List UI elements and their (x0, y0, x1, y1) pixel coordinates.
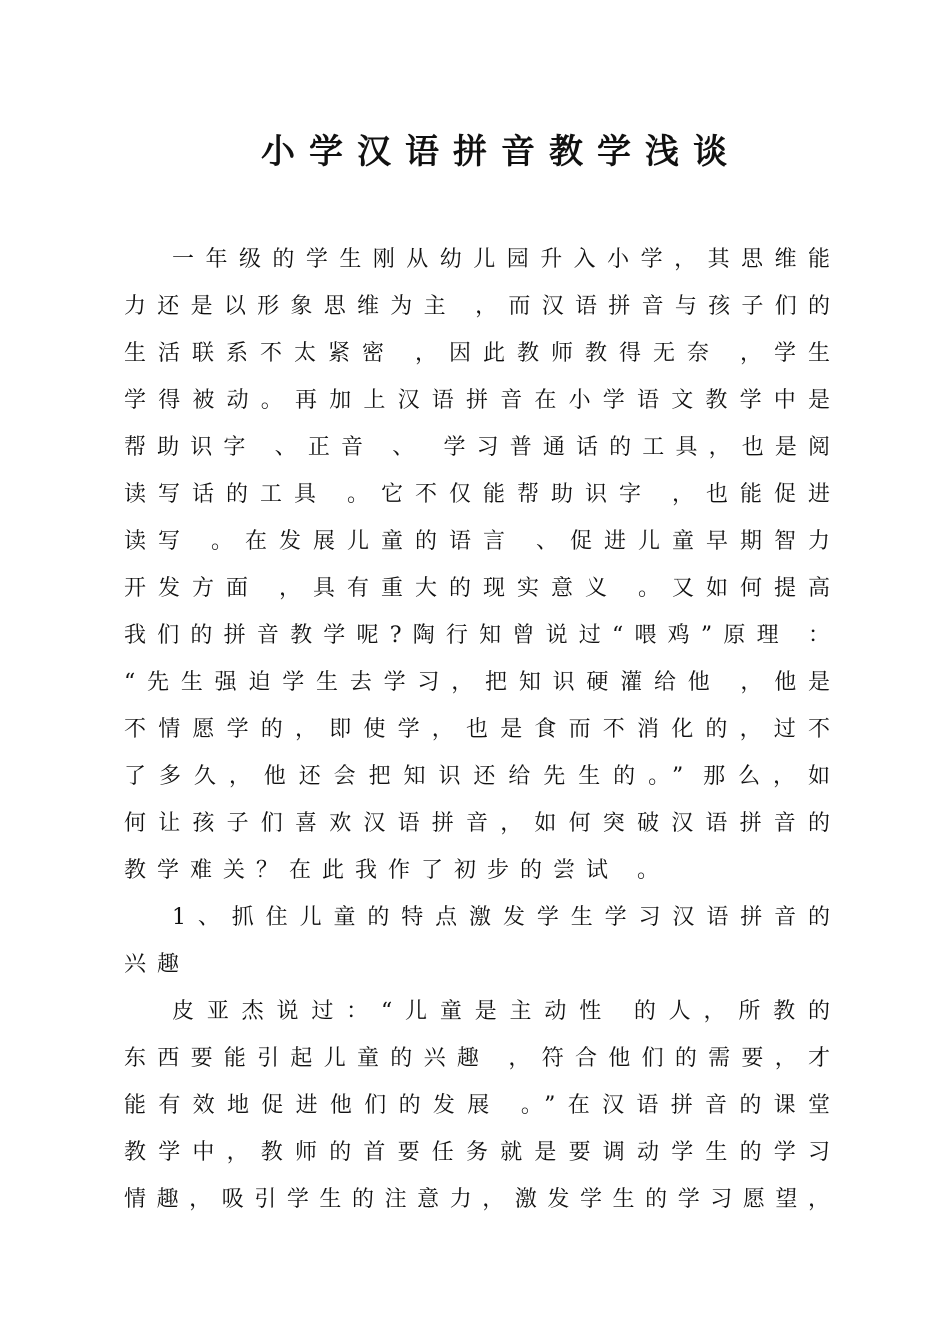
text-line: 一年级的学生刚从幼儿园升入小学，其思维能 (172, 247, 830, 272)
text-line: 开发方面 ，具有重大的现实意义 。又如何提高 (124, 576, 830, 601)
text-line: 了多久，他还会把知识还给先生的。” 那么，如 (124, 764, 830, 789)
text-line: 兴趣 (124, 952, 191, 977)
text-line: 我们的拼音教学呢?陶行知曾说过“喂鸡”原理 ： (124, 623, 830, 648)
text-line: 生活联系不太紧密 ，因此教师教得无奈 ，学生 (124, 341, 830, 366)
text-line: 东西要能引起儿童的兴趣 ，符合他们的需要，才 (124, 1046, 830, 1071)
text-line: “先生强迫学生去学习，把知识硬灌给他 ，他是 (124, 670, 830, 695)
text-line: 不情愿学的，即使学，也是食而不消化的，过不 (124, 717, 830, 742)
text-line: 读写 。在发展儿童的语言 、促进儿童早期智力 (124, 529, 830, 554)
text-line: 教学难关？在此我作了初步的尝试 。 (124, 858, 670, 883)
text-line: 力还是以形象思维为主 ，而汉语拼音与孩子们的 (124, 294, 830, 319)
text-line: 能有效地促进他们的发展 。”在汉语拼音的课堂 (124, 1093, 830, 1118)
document-title: 小学汉语拼音教学浅谈 (261, 132, 741, 172)
document-body (124, 236, 830, 1223)
text-line: 1、抓住儿童的特点激发学生学习汉语拼音的 (172, 905, 830, 930)
text-line: 学得被动。再加上汉语拼音在小学语文教学中是 (124, 388, 830, 413)
text-line: 皮亚杰说过：“儿童是主动性 的人，所教的 (172, 999, 830, 1024)
text-line: 读写话的工具 。它不仅能帮助识字 ，也能促进 (124, 482, 830, 507)
text-line: 何让孩子们喜欢汉语拼音，如何突破汉语拼音的 (124, 811, 830, 836)
text-line: 帮助识字 、正音 、 学习普通话的工具，也是阅 (124, 435, 830, 460)
text-line: 教学中，教师的首要任务就是要调动学生的学习 (124, 1140, 830, 1165)
text-line: 情趣，吸引学生的注意力，激发学生的学习愿望， (124, 1187, 830, 1212)
